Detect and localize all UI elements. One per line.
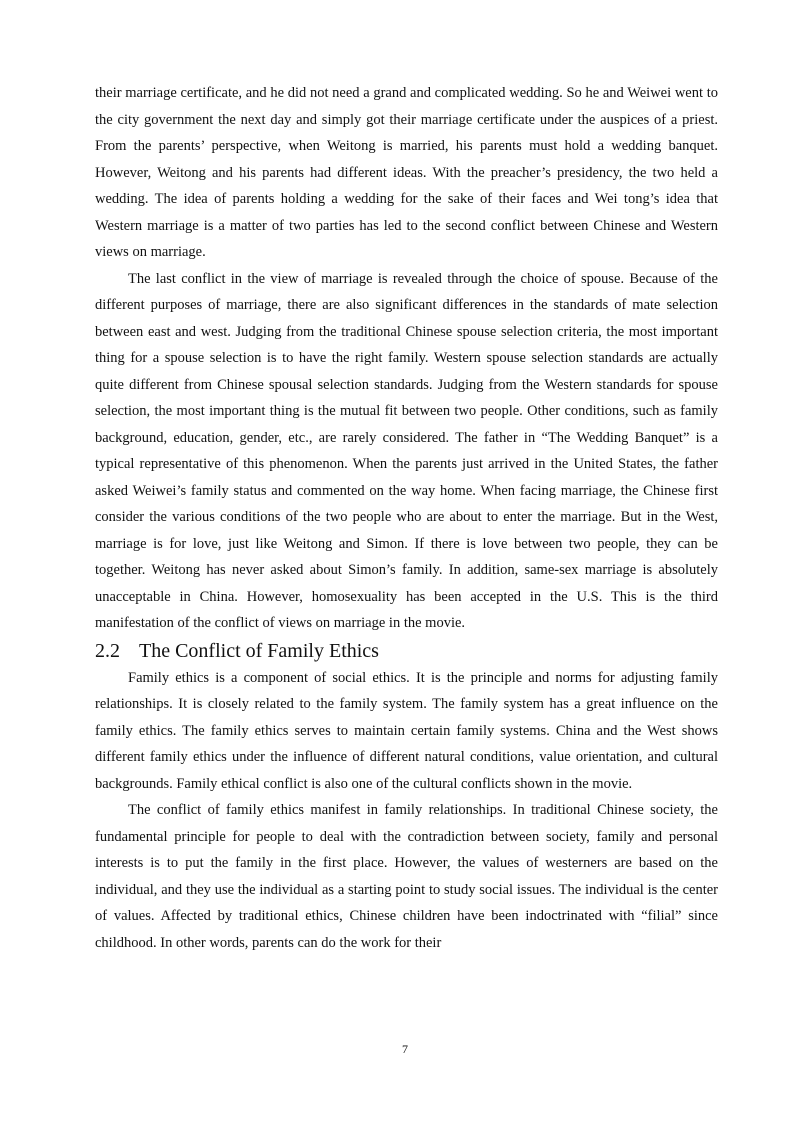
section-number: 2.2: [95, 639, 120, 662]
section-title: The Conflict of Family Ethics: [139, 639, 379, 662]
page-number: 7: [402, 1042, 408, 1056]
body-paragraph: their marriage certificate, and he did not need a grand and complicated wedding. So he and Weiwei went to the city government the next day and simply got their marriage certificate under the auspices of a priest. From the parents’ perspective, when Weitong is married, his parents must hold a wedding banquet. However, Weitong and his parents had different ideas. With the preacher’s presidency, the two held a wedding. The idea of parents holding a wedding for the sake of their faces and Wei tong’s idea that Western marriage is a matter of two parties has led to the second conflict between Chinese and Western views on marriage.: [95, 85, 718, 260]
page-content: [95, 80, 718, 956]
body-paragraph: The conflict of family ethics manifest in family relationships. In traditional Chinese society, the fundamental principle for people to deal with the contradiction between society, family and personal interests is to put the family in the first place. However, the values of westerners are based on the individual, and they use the individual as a starting point to study social issues. The individual is the center of values. Affected by traditional ethics, Chinese children have been indoctrinated with “filial” since childhood. In other words, parents can do the work for their: [95, 802, 718, 951]
body-paragraph: Family ethics is a component of social ethics. It is the principle and norms for adjusting family relationships. It is closely related to the family system. The family system has a great influence on the family ethics. The family ethics serves to maintain certain family systems. China and the West shows different family ethics under the influence of different natural conditions, value orientation, and cultural backgrounds. Family ethical conflict is also one of the cultural conflicts shown in the movie.: [95, 669, 718, 792]
section-heading: [95, 637, 718, 665]
body-paragraph: The last conflict in the view of marriage is revealed through the choice of spouse. Because of the different purposes of marriage, there are also significant differences in the standards of mate selection between east and west. Judging from the traditional Chinese spouse selection criteria, the most important thing for a spouse selection is to have the right family. Western spouse selection standards are actually quite different from Chinese spousal selection standards. Judging from the Western standards for spouse selection, the most important thing is the mutual fit between two people. Other conditions, such as family background, education, gender, etc., are rarely considered. The father in “The Wedding Banquet” is a typical representative of this phenomenon. When the parents just arrived in the United States, the father asked Weiwei’s family status and commented on the way home. When facing marriage, the Chinese first consider the various conditions of the two people who are about to enter the marriage. But in the West, marriage is for love, just like Weitong and Simon. If there is love between two people, they can be together. Weitong has never asked about Simon’s family. In addition, same-sex marriage is absolutely unacceptable in China. However, homosexuality has been accepted in the U.S. This is the third manifestation of the conflict of views on marriage in the movie.: [95, 270, 718, 631]
